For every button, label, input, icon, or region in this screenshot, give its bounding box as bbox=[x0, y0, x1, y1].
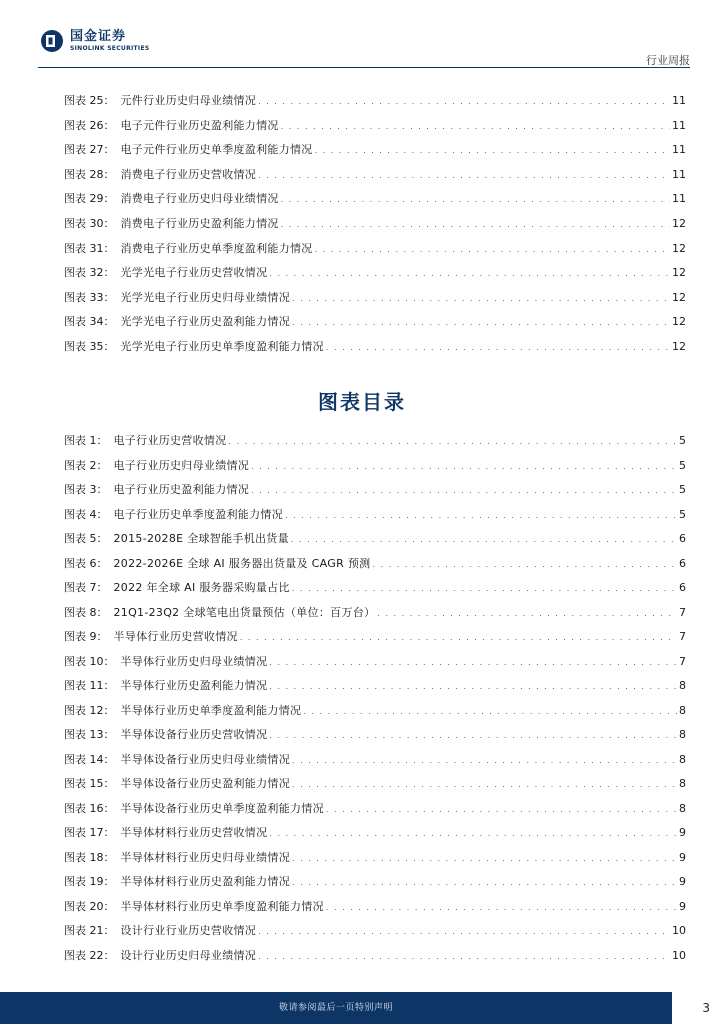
toc-entry-title: 消费电子行业历史单季度盈利能力情况 bbox=[120, 241, 313, 255]
toc-entry-page: 10 bbox=[672, 924, 686, 937]
toc-entry-label: 图表 34： bbox=[64, 315, 115, 329]
toc-entry-label: 图表 12： bbox=[64, 703, 115, 717]
toc-entry-title: 半导体材料行业历史归母业绩情况 bbox=[120, 850, 290, 864]
toc-leader-dots bbox=[258, 94, 670, 109]
toc-entry-title: 消费电子行业历史营收情况 bbox=[120, 167, 257, 181]
toc-entry-page: 12 bbox=[672, 340, 686, 353]
toc-leader-dots bbox=[292, 581, 677, 596]
toc-entry[interactable] bbox=[64, 580, 686, 595]
toc-entry-page: 7 bbox=[679, 605, 686, 619]
toc-entry-title: 半导体行业历史单季度盈利能力情况 bbox=[120, 703, 302, 717]
toc-leader-dots bbox=[292, 851, 677, 866]
toc-entry-page: 11 bbox=[672, 192, 686, 206]
toc-entry[interactable] bbox=[64, 191, 686, 206]
toc-entry-page: 11 bbox=[672, 94, 686, 107]
toc-leader-dots bbox=[326, 340, 670, 355]
toc-leader-dots bbox=[281, 192, 670, 207]
toc-entry-title: 电子元件行业历史盈利能力情况 bbox=[120, 118, 279, 132]
toc-entry-title: 半导体设备行业历史归母业绩情况 bbox=[120, 752, 290, 766]
toc-leader-dots bbox=[251, 459, 677, 474]
toc-entry-page: 9 bbox=[679, 826, 686, 839]
toc-leader-dots bbox=[326, 802, 677, 817]
toc-leader-dots bbox=[258, 168, 670, 183]
toc-leader-dots bbox=[285, 508, 677, 523]
toc-entry-page: 12 bbox=[672, 266, 686, 280]
toc-entry-label: 图表 16： bbox=[64, 801, 115, 815]
toc-entry[interactable] bbox=[64, 654, 686, 669]
toc-entry[interactable] bbox=[64, 629, 686, 644]
toc-leader-dots bbox=[269, 655, 677, 670]
toc-entry[interactable] bbox=[64, 825, 686, 840]
toc-entry[interactable] bbox=[64, 265, 686, 280]
toc-entry-page: 5 bbox=[679, 458, 686, 472]
toc-entry-page: 7 bbox=[679, 630, 686, 643]
toc-entry-page: 5 bbox=[679, 507, 686, 521]
toc-entry-label: 图表 32： bbox=[64, 266, 115, 280]
toc-entry-label: 图表 29： bbox=[64, 192, 115, 206]
toc-entry-page: 11 bbox=[672, 167, 686, 181]
toc-leader-dots bbox=[240, 630, 677, 645]
toc-entry[interactable] bbox=[64, 167, 686, 182]
toc-entry[interactable] bbox=[64, 118, 686, 133]
toc-leader-dots bbox=[258, 949, 670, 964]
toc-leader-dots bbox=[269, 826, 677, 841]
toc-entry-page: 6 bbox=[679, 556, 686, 570]
toc-entry-page: 6 bbox=[679, 532, 686, 545]
toc-entry[interactable] bbox=[64, 678, 686, 693]
toc-entry-label: 图表 10： bbox=[64, 654, 115, 668]
toc-entry[interactable] bbox=[64, 458, 686, 473]
toc-entry-title: 21Q1-23Q2 全球笔电出货量预估（单位：百万台） bbox=[113, 605, 376, 619]
toc-entry-title: 半导体材料行业历史单季度盈利能力情况 bbox=[120, 899, 324, 913]
toc-entry[interactable] bbox=[64, 850, 686, 865]
toc-leader-dots bbox=[281, 217, 670, 232]
toc-entry-page: 8 bbox=[679, 703, 686, 717]
report-type: 行业周报 bbox=[646, 54, 690, 67]
page-number: 3 bbox=[702, 1001, 710, 1015]
company-logo-icon bbox=[40, 29, 64, 53]
toc-entry[interactable] bbox=[64, 899, 686, 914]
toc-entry-title: 电子行业历史盈利能力情况 bbox=[113, 483, 250, 496]
toc-entry[interactable] bbox=[64, 290, 686, 305]
toc-entry[interactable] bbox=[64, 948, 686, 963]
toc-leader-dots bbox=[326, 900, 677, 915]
toc-leader-dots bbox=[303, 704, 677, 719]
toc-entry[interactable] bbox=[64, 433, 686, 448]
company-logo bbox=[40, 29, 149, 53]
page-header bbox=[0, 0, 724, 70]
toc-entry-title: 电子行业历史单季度盈利能力情况 bbox=[113, 507, 283, 521]
toc-entry-page: 6 bbox=[679, 581, 686, 594]
toc-entry-page: 5 bbox=[679, 434, 686, 447]
toc-leader-dots bbox=[315, 242, 670, 257]
toc-entry[interactable] bbox=[64, 339, 686, 354]
toc-entry-label: 图表 19： bbox=[64, 875, 115, 888]
toc-entry[interactable] bbox=[64, 216, 686, 231]
toc-entry-title: 半导体材料行业历史营收情况 bbox=[120, 826, 268, 839]
toc-entry-label: 图表 8： bbox=[64, 605, 108, 619]
toc-entry[interactable] bbox=[64, 93, 686, 108]
toc-leader-dots bbox=[315, 143, 670, 158]
toc-leader-dots bbox=[251, 483, 677, 498]
toc-entry[interactable] bbox=[64, 776, 686, 791]
toc-entry-label: 图表 20： bbox=[64, 899, 115, 913]
toc-entry-title: 消费电子行业历史归母业绩情况 bbox=[120, 192, 279, 206]
toc-entry-label: 图表 25： bbox=[64, 94, 115, 107]
toc-entry-page: 9 bbox=[679, 899, 686, 913]
toc-entry-title: 半导体设备行业历史营收情况 bbox=[120, 728, 268, 741]
toc-entry-label: 图表 27： bbox=[64, 143, 115, 157]
toc-leader-dots bbox=[269, 679, 677, 694]
toc-entry-label: 图表 7： bbox=[64, 581, 108, 594]
disclaimer-note: 敬请参阅最后一页特别声明 bbox=[278, 1003, 393, 1013]
toc-entry-label: 图表 11： bbox=[64, 679, 115, 692]
toc-entry-title: 2022-2026E 全球 AI 服务器出货量及 CAGR 预测 bbox=[113, 556, 371, 570]
toc-entry-title: 半导体设备行业历史盈利能力情况 bbox=[120, 777, 290, 790]
toc-entry[interactable] bbox=[64, 482, 686, 497]
toc-leader-dots bbox=[269, 728, 677, 743]
toc-entry-title: 2015-2028E 全球智能手机出货量 bbox=[113, 532, 289, 545]
toc-leader-dots bbox=[292, 875, 677, 890]
toc-entry-title: 半导体行业历史盈利能力情况 bbox=[120, 679, 268, 692]
toc-entry-title: 电子行业历史营收情况 bbox=[113, 434, 227, 447]
toc-entry-label: 图表 1： bbox=[64, 434, 108, 447]
toc-entry-title: 半导体材料行业历史盈利能力情况 bbox=[120, 875, 290, 888]
toc-entry-label: 图表 3： bbox=[64, 483, 108, 496]
toc-entry[interactable] bbox=[64, 556, 686, 571]
toc-leader-dots bbox=[292, 753, 677, 768]
toc-entry-title: 光学光电子行业历史归母业绩情况 bbox=[120, 290, 290, 304]
toc-entry-title: 半导体行业历史归母业绩情况 bbox=[120, 654, 268, 668]
toc-entry-page: 8 bbox=[679, 679, 686, 692]
toc-leader-dots bbox=[229, 434, 678, 449]
toc-leader-dots bbox=[269, 266, 670, 281]
toc-entry[interactable] bbox=[64, 314, 686, 329]
toc-leader-dots bbox=[377, 606, 677, 621]
toc-entry-page: 12 bbox=[672, 217, 686, 230]
toc-entry-page: 12 bbox=[672, 315, 686, 329]
toc-entry-page: 8 bbox=[679, 728, 686, 741]
toc-entry-label: 图表 15： bbox=[64, 777, 115, 790]
company-name-cn: 国金证券 bbox=[70, 28, 127, 44]
toc-entry-page: 9 bbox=[679, 850, 686, 864]
toc-entry-page: 7 bbox=[679, 654, 686, 668]
toc-entry-title: 半导体设备行业历史单季度盈利能力情况 bbox=[120, 801, 324, 815]
toc-entry[interactable] bbox=[64, 507, 686, 522]
toc-leader-dots bbox=[291, 532, 677, 547]
toc-entry-label: 图表 35： bbox=[64, 340, 115, 353]
toc-entry-title: 设计行业历史归母业绩情况 bbox=[120, 948, 257, 962]
company-name-en: SINOLINK SECURITIES bbox=[70, 44, 150, 52]
toc-leader-dots bbox=[372, 557, 677, 572]
toc-entry-title: 消费电子行业历史盈利能力情况 bbox=[120, 217, 279, 230]
toc-entry-title: 元件行业历史归母业绩情况 bbox=[120, 94, 257, 107]
toc-entry-title: 光学光电子行业历史单季度盈利能力情况 bbox=[120, 340, 324, 353]
toc-entry-title: 电子行业历史归母业绩情况 bbox=[113, 458, 250, 472]
toc-entry[interactable] bbox=[64, 874, 686, 889]
toc-leader-dots bbox=[292, 315, 670, 330]
toc-entry-title: 设计行业行业历史营收情况 bbox=[120, 924, 257, 937]
page-footer bbox=[0, 992, 724, 1024]
toc-leader-dots bbox=[292, 291, 670, 306]
toc-entry-label: 图表 33： bbox=[64, 290, 115, 304]
toc-entry-label: 图表 30： bbox=[64, 217, 115, 230]
toc-entry-label: 图表 28： bbox=[64, 167, 115, 181]
toc-entry[interactable] bbox=[64, 142, 686, 157]
toc-entry-label: 图表 22： bbox=[64, 948, 115, 962]
toc-entry-page: 12 bbox=[672, 290, 686, 304]
toc-entry[interactable] bbox=[64, 241, 686, 256]
toc-entry-label: 图表 4： bbox=[64, 507, 108, 521]
toc-entry-page: 12 bbox=[672, 241, 686, 255]
section-title: 图表目录 bbox=[318, 390, 406, 414]
toc-entry-label: 图表 26： bbox=[64, 118, 115, 132]
toc-entry[interactable] bbox=[64, 531, 686, 546]
header-divider bbox=[38, 67, 690, 68]
toc-entry-label: 图表 2： bbox=[64, 458, 108, 472]
toc-leader-dots bbox=[292, 777, 677, 792]
toc-entry-page: 10 bbox=[672, 948, 686, 962]
toc-entry-label: 图表 13： bbox=[64, 728, 115, 741]
toc-entry-label: 图表 6： bbox=[64, 556, 108, 570]
toc-entry-label: 图表 31： bbox=[64, 241, 115, 255]
toc-entry-title: 光学光电子行业历史盈利能力情况 bbox=[120, 315, 290, 329]
toc-entry-page: 9 bbox=[679, 875, 686, 888]
toc-entry[interactable] bbox=[64, 923, 686, 938]
toc-entry-page: 8 bbox=[679, 801, 686, 815]
toc-entry-label: 图表 21： bbox=[64, 924, 115, 937]
toc-entry-page: 11 bbox=[672, 143, 686, 157]
toc-entry-page: 5 bbox=[679, 483, 686, 496]
toc-entry-title: 电子元件行业历史单季度盈利能力情况 bbox=[120, 143, 313, 157]
toc-entry-title: 2022 年全球 AI 服务器采购量占比 bbox=[113, 581, 290, 594]
toc-entry-label: 图表 5： bbox=[64, 532, 108, 545]
toc-entry-page: 8 bbox=[679, 777, 686, 790]
toc-entry-page: 8 bbox=[679, 752, 686, 766]
toc-entry-title: 半导体行业历史营收情况 bbox=[113, 630, 238, 643]
toc-entry-title: 光学光电子行业历史营收情况 bbox=[120, 266, 268, 280]
toc-entry-page: 11 bbox=[672, 118, 686, 132]
toc-entry[interactable] bbox=[64, 703, 686, 718]
toc-entry-label: 图表 9： bbox=[64, 630, 108, 643]
toc-entry-label: 图表 17： bbox=[64, 826, 115, 839]
toc-leader-dots bbox=[281, 119, 670, 134]
toc-entry-label: 图表 18： bbox=[64, 850, 115, 864]
toc-entry[interactable] bbox=[64, 752, 686, 767]
toc-entry-label: 图表 14： bbox=[64, 752, 115, 766]
toc-entry[interactable] bbox=[64, 727, 686, 742]
toc-leader-dots bbox=[258, 924, 670, 939]
toc-entry[interactable] bbox=[64, 605, 686, 620]
toc-entry[interactable] bbox=[64, 801, 686, 816]
